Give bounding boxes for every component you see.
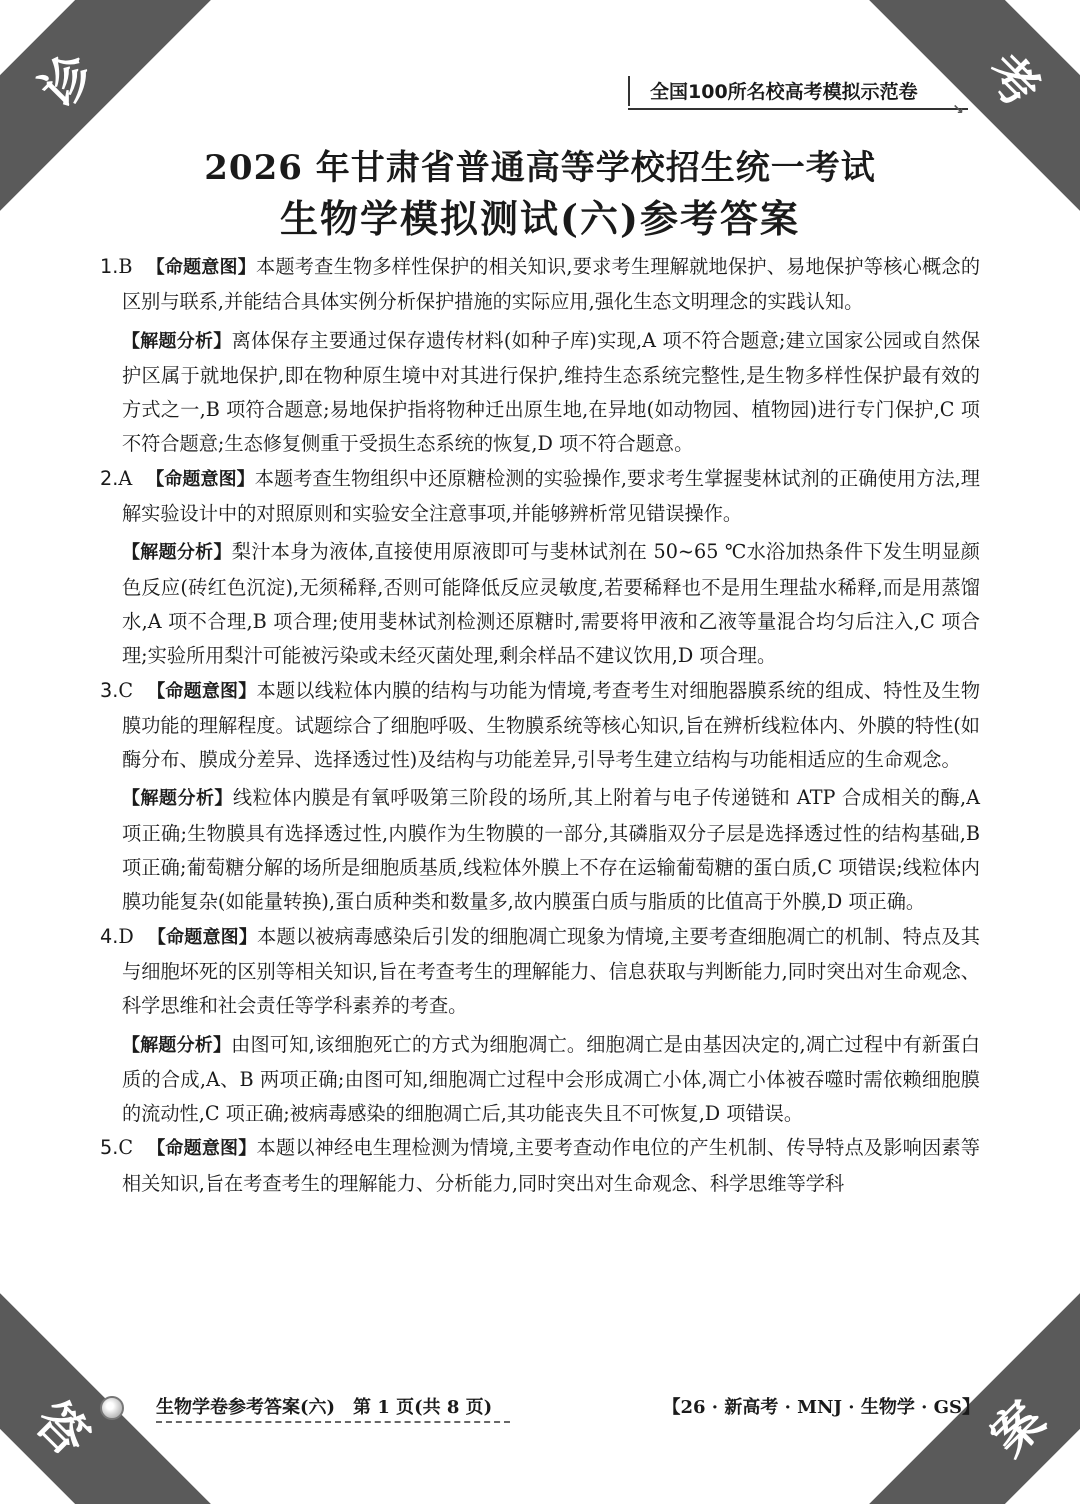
analysis-text: 线粒体内膜是有氧呼吸第三阶段的场所,其上附着与电子传递链和 ATP 合成相关的酶,A 项正确;生物膜具有选择透过性,内膜作为生物膜的一部分,其磷脂双分子层是选择透过性的结构基础,B 项正确;葡萄糖分解的场所是细胞质基质,线粒体外膜上不存在运输葡萄糖的蛋白质,C 项错误;线粒体内膜功能复杂(如能量转换),蛋白质种类和数量多,故内膜蛋白质与脂质的比值高于外膜,D 项正确。 — [122, 786, 980, 914]
page-number: 第 1 页(共 8 页) — [353, 1397, 493, 1418]
corner-stamp-top-left: 诊 — [0, 0, 220, 220]
intent-label: 【命题意图】 — [147, 680, 257, 702]
intent-label: 【命题意图】 — [146, 468, 255, 490]
corner-stamp-bottom-right: 案 — [860, 1284, 1080, 1504]
analysis-label: 【解题分析】 — [122, 788, 233, 810]
analysis-text: 由图可知,该细胞死亡的方式为细胞凋亡。细胞凋亡是由基因决定的,凋亡过程中有新蛋白质的合成,A、B 两项正确;由图可知,细胞凋亡过程中会形成凋亡小体,凋亡小体被吞噬时需依赖细胞膜的流动性,C 项正确;被病毒感染的细胞凋亡后,其功能丧失且不可恢复,D 项错误。 — [122, 1032, 980, 1126]
question-item — [100, 920, 980, 1132]
intent-label: 【命题意图】 — [147, 926, 258, 948]
question-answer: D — [118, 924, 134, 948]
question-answer: C — [118, 678, 133, 702]
page-footer — [100, 1393, 980, 1427]
header-mark-icon: ↘ — [952, 102, 964, 118]
question-answer: C — [118, 1136, 133, 1160]
question-number: 2. — [100, 466, 119, 490]
question-item — [100, 250, 980, 462]
analysis-label: 【解题分析】 — [122, 542, 232, 564]
question-number: 5. — [100, 1136, 119, 1160]
intent-text: 本题考查生物多样性保护的相关知识,要求考生理解就地保护、易地保护等核心概念的区别与联系,并能结合具体实例分析保护措施的实际应用,强化生态文明理念的实践认知。 — [122, 255, 981, 314]
circle-icon — [100, 1396, 124, 1420]
series-name: 全国100所名校高考模拟示范卷 — [650, 80, 918, 103]
answer-body — [100, 250, 980, 1201]
question-number: 3. — [100, 678, 119, 702]
intent-label: 【命题意图】 — [147, 1138, 257, 1160]
answer-title: 生物学模拟测试(六)参考答案 — [280, 196, 800, 241]
analysis-text: 梨汁本身为液体,直接使用原液即可与斐林试剂在 50~65 ℃水浴加热条件下发生明显颜色反应(砖红色沉淀),无须稀释,否则可能降低反应灵敏度,若要稀释也不是用生理盐水稀释,而是用蒸馏水,A 项不合理,B 项合理;使用斐林试剂检测还原糖时,需要将甲液和乙液等量混合均匀后注入,C 项合理;实验所用梨汁可能被污染或未经灭菌处理,剩余样品不建议饮用,D 项合理。 — [122, 540, 980, 668]
intent-label: 【命题意图】 — [146, 257, 256, 278]
question-item — [100, 1131, 980, 1201]
footer-doc-title: 生物学卷参考答案(六) — [156, 1397, 336, 1418]
question-number: 1. — [100, 255, 119, 278]
analysis-label: 【解题分析】 — [122, 330, 232, 352]
question-answer: A — [118, 466, 133, 490]
intent-text: 本题以神经电生理检测为情境,主要考查动作电位的产生机制、传导特点及影响因素等相关知识,旨在考查考生的理解能力、分析能力,同时突出对生命观念、科学思维等学科 — [122, 1136, 981, 1195]
intent-text: 本题以线粒体内膜的结构与功能为情境,考查考生对细胞器膜系统的组成、特性及生物膜功能的理解程度。试题综合了细胞呼吸、生物膜系统等核心知识,旨在辨析线粒体内、外膜的特性(如酶分布、膜成分差异、选择透过性)及结构与功能差异,引导考生建立结构与功能相适应的生命观念。 — [122, 678, 981, 772]
corner-stamp-bottom-left: 答 — [0, 1284, 220, 1504]
series-header — [628, 72, 968, 118]
question-item — [100, 674, 980, 920]
exam-title: 2026 年甘肃省普通高等学校招生统一考试 — [204, 148, 876, 188]
footer-code: 【26 · 新高考 · MNJ · 生物学 · GS】 — [662, 1397, 980, 1418]
question-answer: B — [118, 255, 133, 278]
analysis-text: 离体保存主要通过保存遗传材料(如种子库)实现,A 项不符合题意;建立国家公园或自然保护区属于就地保护,即在物种原生境中对其进行保护,维持生态系统完整性,是生物多样性保护最有效的方式之一,B 项符合题意;易地保护指将物种迁出原生地,在异地(如动物园、植物园)进行专门保护,C 项不符合题意;生态修复侧重于受损生态系统的恢复,D 项不符合题意。 — [122, 328, 981, 456]
question-number: 4. — [100, 924, 119, 948]
intent-text: 本题考查生物组织中还原糖检测的实验操作,要求考生掌握斐林试剂的正确使用方法,理解实验设计中的对照原则和实验安全注意事项,并能够辨析常见错误操作。 — [122, 466, 980, 526]
footer-left — [156, 1393, 510, 1423]
corner-stamp-top-right: 考 — [860, 0, 1080, 220]
analysis-label: 【解题分析】 — [122, 1034, 232, 1056]
intent-text: 本题以被病毒感染后引发的细胞凋亡现象为情境,主要考查细胞凋亡的机制、特点及其与细胞坏死的区别等相关知识,旨在考查考生的理解能力、信息获取与判断能力,同时突出对生命观念、科学思维和社会责任等学科素养的考查。 — [122, 924, 980, 1018]
question-item — [100, 462, 980, 674]
